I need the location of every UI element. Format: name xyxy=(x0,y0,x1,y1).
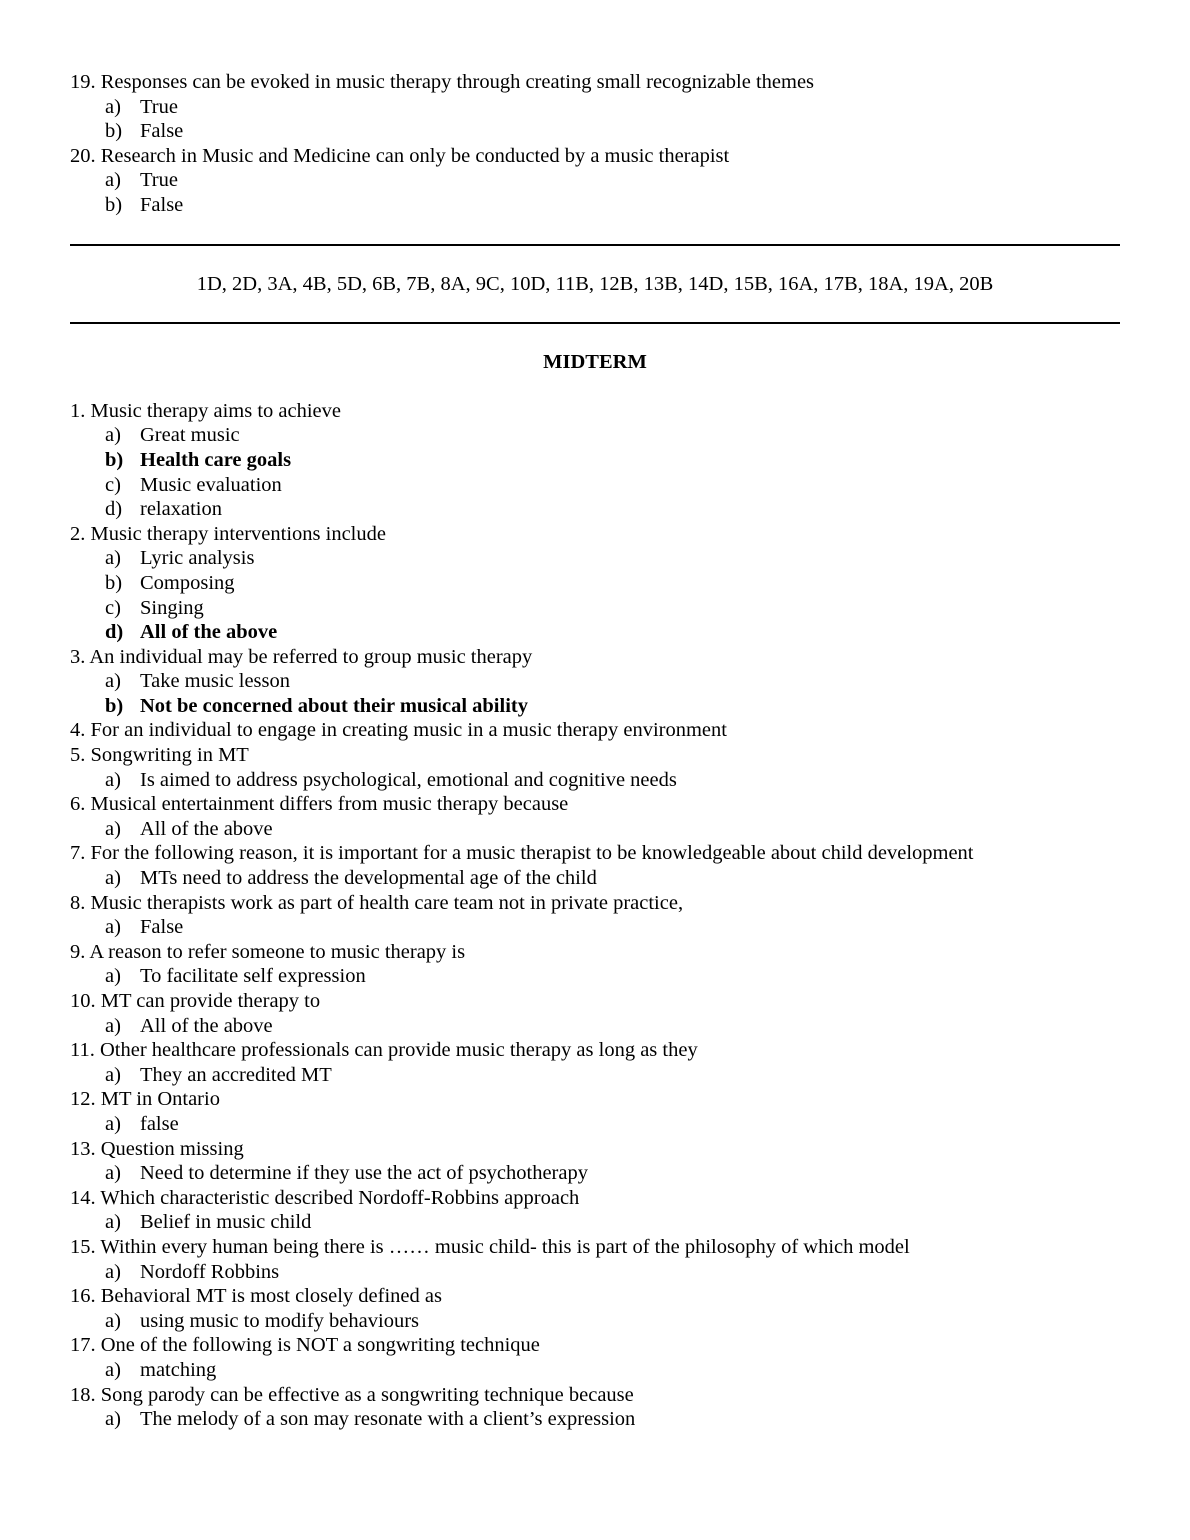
question-text: 20. Research in Music and Medicine can only be conducted by a music therapist xyxy=(70,144,730,167)
option-label: b) xyxy=(105,571,123,594)
question-text: 8. Music therapists work as part of health care team not in private practice, xyxy=(70,891,684,914)
question-text: 16. Behavioral MT is most closely defined as xyxy=(70,1285,442,1308)
option-text: Belief in music child xyxy=(140,1211,312,1234)
option-label: b) xyxy=(105,448,124,471)
option-text: MTs need to address the developmental age of the child xyxy=(140,867,597,890)
question-text: 3. An individual may be referred to group music therapy xyxy=(70,645,533,668)
option-label: d) xyxy=(105,498,123,521)
answer-option xyxy=(70,1063,1120,1088)
option-text: Lyric analysis xyxy=(140,547,255,570)
option-text: false xyxy=(140,1112,179,1135)
question-text: 4. For an individual to engage in creating music in a music therapy environment xyxy=(70,719,727,742)
option-label: a) xyxy=(105,1408,121,1431)
option-label: a) xyxy=(105,1063,121,1086)
answer-option xyxy=(70,1358,1120,1383)
option-label: a) xyxy=(105,1014,121,1037)
question-text: 17. One of the following is NOT a songwriting technique xyxy=(70,1334,540,1357)
option-label: c) xyxy=(105,473,121,496)
option-text: Nordoff Robbins xyxy=(140,1260,280,1283)
option-label: a) xyxy=(105,965,121,988)
answer-option xyxy=(70,1407,1120,1432)
question-text: 7. For the following reason, it is important for a music therapist to be knowledgeable about child development xyxy=(70,842,974,865)
option-text: Take music lesson xyxy=(140,670,291,693)
option-label: a) xyxy=(105,1260,121,1283)
answer-option xyxy=(70,1112,1120,1137)
answer-key: 1D, 2D, 3A, 4B, 5D, 6B, 7B, 8A, 9C, 10D, 11B, 12B, 13B, 14D, 15B, 16A, 17B, 18A, 19A, 20B xyxy=(196,272,994,295)
option-text: Singing xyxy=(140,596,204,619)
answer-option xyxy=(70,817,1120,842)
answer-option-highlighted xyxy=(70,694,1120,719)
midterm-heading: MIDTERM xyxy=(543,351,647,374)
midterm-section xyxy=(70,399,1120,1432)
option-text: All of the above xyxy=(140,621,278,644)
option-text: Not be concerned about their musical ability xyxy=(140,694,528,717)
option-label: c) xyxy=(105,596,121,619)
option-text: All of the above xyxy=(140,1014,273,1037)
option-label: a) xyxy=(105,670,121,693)
option-label: b) xyxy=(105,193,123,216)
answer-option xyxy=(70,168,1120,193)
option-label: a) xyxy=(105,1309,121,1332)
option-text: Is aimed to address psychological, emotional and cognitive needs xyxy=(140,768,677,791)
answer-option xyxy=(70,915,1120,940)
option-text: Composing xyxy=(140,571,235,594)
option-text: True xyxy=(140,95,178,118)
option-text: True xyxy=(140,169,178,192)
answer-option-highlighted xyxy=(70,448,1120,473)
question-text: 18. Song parody can be effective as a songwriting technique because xyxy=(70,1383,634,1406)
option-label: a) xyxy=(105,169,121,192)
question-text: 5. Songwriting in MT xyxy=(70,744,249,767)
question-text: 19. Responses can be evoked in music therapy through creating small recognizable themes xyxy=(70,71,815,93)
answer-option xyxy=(70,423,1120,448)
answer-option xyxy=(70,1309,1120,1334)
answer-option xyxy=(70,1161,1120,1186)
option-text: False xyxy=(140,193,184,216)
option-text: matching xyxy=(140,1358,217,1381)
answer-option xyxy=(70,866,1120,891)
option-text: They an accredited MT xyxy=(140,1063,332,1086)
option-label: a) xyxy=(105,1162,121,1185)
answer-option xyxy=(70,497,1120,522)
option-text: Need to determine if they use the act of psychotherapy xyxy=(140,1162,588,1185)
option-label: a) xyxy=(105,1112,121,1135)
option-label: a) xyxy=(105,95,121,118)
question-text: 2. Music therapy interventions include xyxy=(70,522,386,545)
answer-option xyxy=(70,768,1120,793)
option-label: a) xyxy=(105,867,121,890)
option-label: a) xyxy=(105,547,121,570)
option-text: Great music xyxy=(140,424,240,447)
answer-option-highlighted xyxy=(70,620,1120,645)
answer-option xyxy=(70,1210,1120,1235)
option-label: a) xyxy=(105,817,121,840)
option-label: b) xyxy=(105,120,123,143)
divider-top xyxy=(70,244,1120,246)
option-text: relaxation xyxy=(140,498,222,521)
option-text: To facilitate self expression xyxy=(140,965,366,988)
option-label: b) xyxy=(105,694,124,717)
option-text: False xyxy=(140,120,184,143)
answer-option xyxy=(70,473,1120,498)
question-text: 6. Musical entertainment differs from music therapy because xyxy=(70,793,569,816)
answer-option xyxy=(70,1014,1120,1039)
option-text: Music evaluation xyxy=(140,473,282,496)
answer-option xyxy=(70,571,1120,596)
option-text: Health care goals xyxy=(140,448,292,471)
option-text: using music to modify behaviours xyxy=(140,1309,420,1332)
question-text: 1. Music therapy aims to achieve xyxy=(70,399,341,422)
option-label: d) xyxy=(105,621,124,644)
answer-option xyxy=(70,193,1120,218)
answer-option xyxy=(70,964,1120,989)
answer-option xyxy=(70,669,1120,694)
question-text: 12. MT in Ontario xyxy=(70,1088,220,1111)
answer-option xyxy=(70,119,1120,144)
option-label: a) xyxy=(105,768,121,791)
question-text: 14. Which characteristic described Nordoff-Robbins approach xyxy=(70,1186,580,1209)
answer-option xyxy=(70,95,1120,120)
answer-option xyxy=(70,1260,1120,1285)
option-label: a) xyxy=(105,1358,121,1381)
option-text: False xyxy=(140,916,184,939)
option-label: a) xyxy=(105,916,121,939)
option-text: The melody of a son may resonate with a client’s expression xyxy=(140,1408,636,1431)
option-label: a) xyxy=(105,1211,121,1234)
document-page xyxy=(70,70,1120,1432)
divider-bottom xyxy=(70,322,1120,324)
answer-option xyxy=(70,596,1120,621)
question-text: 15. Within every human being there is …… music child- this is part of the philosophy of which model xyxy=(70,1235,910,1258)
question-text: 13. Question missing xyxy=(70,1137,244,1160)
question-text: 10. MT can provide therapy to xyxy=(70,990,321,1012)
option-label: a) xyxy=(105,424,121,447)
question-text: 11. Other healthcare professionals can provide music therapy as long as they xyxy=(70,1039,698,1062)
option-text: All of the above xyxy=(140,817,273,840)
question-text: 9. A reason to refer someone to music therapy is xyxy=(70,940,466,963)
answer-option xyxy=(70,546,1120,571)
previous-quiz-section xyxy=(70,70,1120,218)
